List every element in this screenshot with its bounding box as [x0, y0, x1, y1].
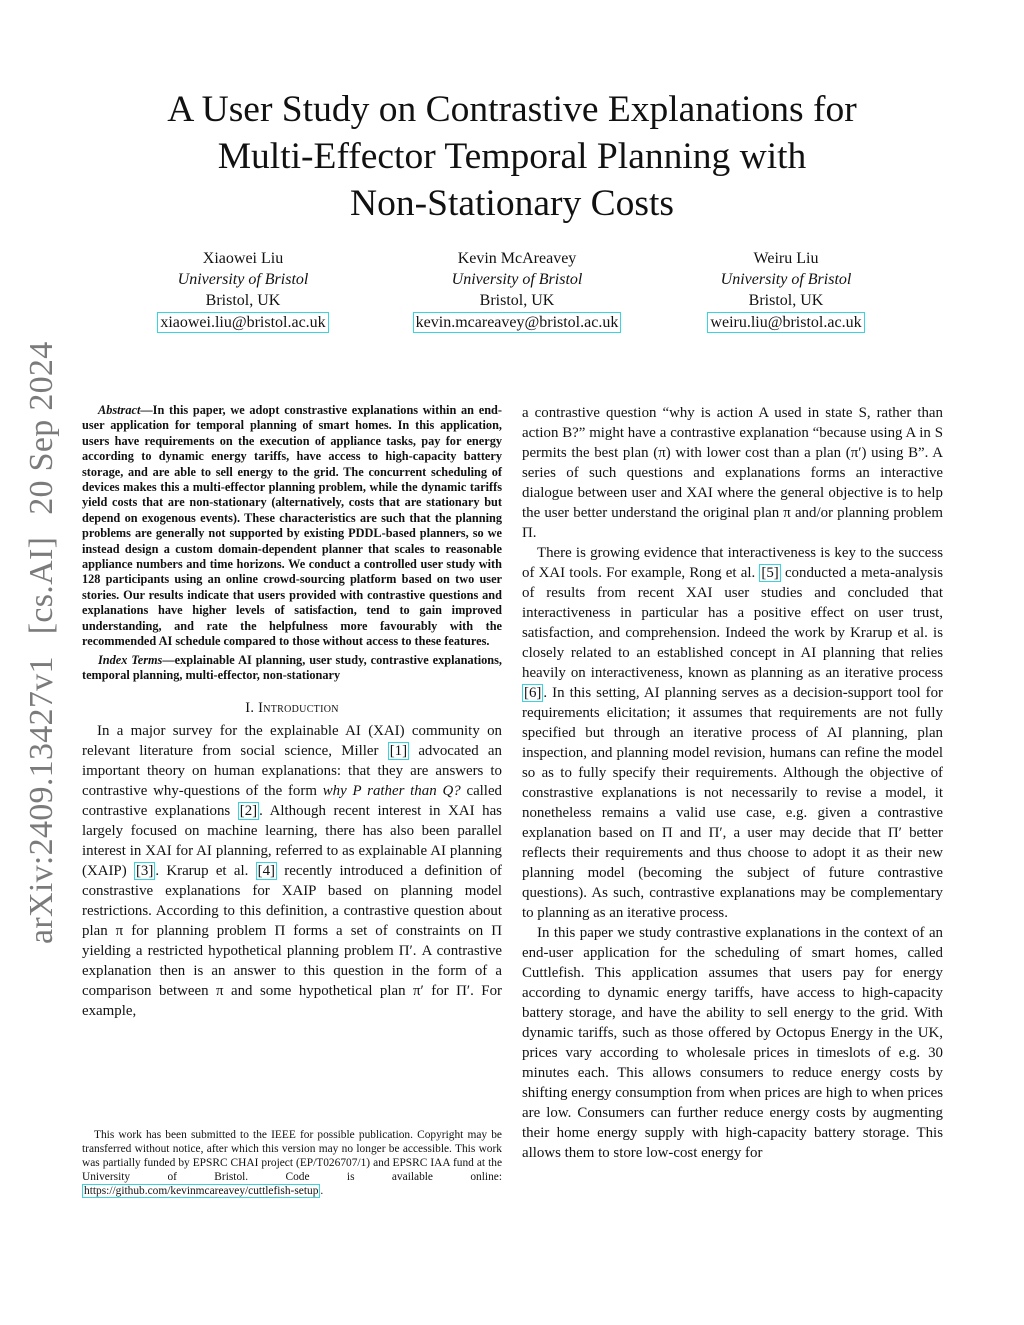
para-text: There is growing evidence that interactiveness is key to the success of XAI tools. For example, Rong et al.	[522, 545, 943, 581]
abstract-label: Abstract	[98, 403, 141, 417]
author-block	[651, 248, 921, 333]
arxiv-stamp	[18, 341, 66, 944]
intro-paragraph-2	[522, 543, 943, 923]
footnote	[82, 1128, 502, 1198]
author-affiliation: University of Bristol	[451, 271, 583, 288]
citation-link[interactable]: [1]	[389, 743, 408, 760]
code-repository-link[interactable]: https://github.com/kevinmcareavey/cuttlefish-setup	[84, 1185, 319, 1197]
left-column	[82, 403, 502, 1021]
author-location: Bristol, UK	[479, 292, 555, 309]
footnote-text: This work has been submitted to the IEEE for possible publication. Copyright may be transferred without notice, after which this version may no longer be accessible. This work was partially funded by EPSRC CHAI project (EP/T026707/1) and EPSRC IAA fund at the University of Bristol. Code is available online:	[82, 1129, 502, 1183]
index-terms	[82, 653, 502, 684]
citation-link[interactable]: [3]	[135, 863, 154, 880]
intro-paragraph-1	[82, 721, 502, 1021]
section-heading	[82, 698, 502, 718]
author-location: Bristol, UK	[205, 292, 281, 309]
arxiv-id: arXiv:2409.13427v1	[23, 656, 60, 944]
section-title: Introduction	[258, 700, 339, 717]
title-line-1: A User Study on Contrastive Explanations for	[167, 89, 857, 130]
author-name: Xiaowei Liu	[202, 250, 284, 267]
author-location: Bristol, UK	[748, 292, 824, 309]
citation-link[interactable]: [5]	[761, 565, 779, 581]
title-line-2: Multi-Effector Temporal Planning with	[217, 136, 807, 177]
para-text: advocated an important theory on human explanations: that they are answers to contrastive why-questions of the form	[82, 743, 502, 800]
para-text: . Although recent interest in XAI has largely focused on machine learning, there has also been parallel interest in XAI for AI planning, referred to as explainable AI planning (XAIP)	[82, 803, 502, 880]
para-text: conducted a meta-analysis of results from recent XAI user studies and concluded that interactiveness in particular has a positive effect on user trust, satisfaction, and comprehension. Indeed the work by Krarup et al. is closely related to an established concept in AI planning that relies heavily on interactiveness, known as planning as an iterative process	[522, 565, 943, 681]
author-block	[382, 248, 652, 333]
author-email-link[interactable]: weiru.liu@bristol.ac.uk	[707, 312, 864, 333]
para-text: called contrastive explanations	[82, 783, 503, 820]
arxiv-category: [cs.AI]	[23, 536, 60, 635]
section-numeral: I.	[245, 700, 255, 717]
author-email-link[interactable]: kevin.mcareavey@bristol.ac.uk	[413, 312, 622, 333]
abstract	[82, 403, 502, 650]
paper-title	[110, 86, 914, 227]
author-affiliation: University of Bristol	[177, 271, 309, 288]
para-text: . In this setting, AI planning serves as a decision-support tool for requirements elicitation; it assumes that requirements are not fully specified but through an iterative process of AI planning, plan inspection, and planning model revision, humans can refine the model so as to fully specify their requirements. Although the objective of constrastive explanations is not necessarily to revise a model, it nonetheless remains a valid use case, e.g. given a contrastive explanation based on Π and Π′, a user may decide that Π′ better reflects their requirements and thus choose to adopt it as their new planning model (becoming the subject of future contrastive questions). As such, contrastive explanations may be complementary to planning as an iterative process.	[522, 685, 943, 921]
title-line-3: Non-Stationary Costs	[350, 183, 674, 224]
para-text: . Krarup et al.	[155, 863, 256, 880]
author-name: Kevin McAreavey	[457, 250, 577, 267]
citation-link[interactable]: [2]	[239, 803, 258, 820]
citation-link[interactable]: [4]	[257, 863, 275, 880]
para-text: recently introduced a definition of constrastive explanations for XAIP based on planning model restrictions. According to this definition, a contrastive question about plan π for planning problem Π forms a set of constraints on Π yielding a restricted hypothetical planning problem Π′. A contrastive explanation then is an answer to this question in the form of a comparison between π and some hypothetical plan π′ for Π′. For example,	[82, 863, 503, 1020]
intro-paragraph-1-cont: a contrastive question “why is action A used in state S, rather than action B?” might have a contrastive explanation “because using A in S permits the best plan (π) with lower cost than a plan (π′) using B”. A series of such questions and explanations forms an interactive dialogue between user and XAI where the general objective is to help the user better understand the original plan π and/or planning problem Π.	[522, 405, 943, 541]
author-affiliation: University of Bristol	[720, 271, 852, 288]
arxiv-date: 20 Sep 2024	[23, 341, 60, 515]
author-block	[108, 248, 378, 333]
footnote-end: .	[320, 1185, 324, 1197]
citation-link[interactable]: [6]	[524, 685, 542, 701]
author-email-link[interactable]: xiaowei.liu@bristol.ac.uk	[157, 312, 328, 333]
para-text: In a major survey for the explainable AI (XAI) community on relevant literature from social science, Miller	[82, 723, 502, 760]
abstract-text: —In this paper, we adopt constrastive explanations within an end-user application for temporal planning of smart homes. In this application, users have requirements on the execution of appliance tasks, pay for energy according to dynamic energy tariffs, have access to high-capacity battery storage, and are able to sell energy to the grid. The concurrent scheduling of devices makes this a multi-effector planning problem, while the dynamic tariffs yield costs that are non-stationary (alternatively, costs that are stationary but depend on exogenous events). These characteristics are such that the planning problems are generally not supported by existing PDDL-based planners, so we instead design a custom domain-dependent planner that scales to reasonable appliance numbers and time horizons. We conduct a controlled user study with 128 participants using an online crowd-sourcing platform based on two user stories. Our results indicate that users provided with contrastive questions and explanations have higher levels of satisfaction, tend to gain improved understanding, and rate the helpfulness more favourably with the recommended AI schedule compared to those without access to these features.	[82, 403, 502, 649]
author-name: Weiru Liu	[753, 250, 819, 267]
right-column	[522, 403, 943, 1163]
emphasis-text: why P rather than Q?	[322, 783, 461, 800]
index-terms-label: Index Terms	[98, 652, 163, 667]
intro-paragraph-3: In this paper we study contrastive explanations in the context of an end-user application for the scheduling of smart homes, called Cuttlefish. This application assumes that users pay for energy according to dynamic energy tariffs, have access to high-capacity battery storage, and have the ability to sell energy to the grid. With dynamic tariffs, such as those offered by Octopus Energy in the UK, prices vary according to wholesale prices in timeslots of e.g. 30 minutes each. This allows consumers to reduce energy costs by shifting energy consumption from when prices are high to when prices are low. Consumers can further reduce energy costs by augmenting their home energy supply with high-capacity battery storage. This allows them to store low-cost energy for	[522, 925, 943, 1161]
index-terms-text: —explainable AI planning, user study, contrastive explanations, temporal planning, multi-effector, non-stationary	[82, 652, 502, 682]
